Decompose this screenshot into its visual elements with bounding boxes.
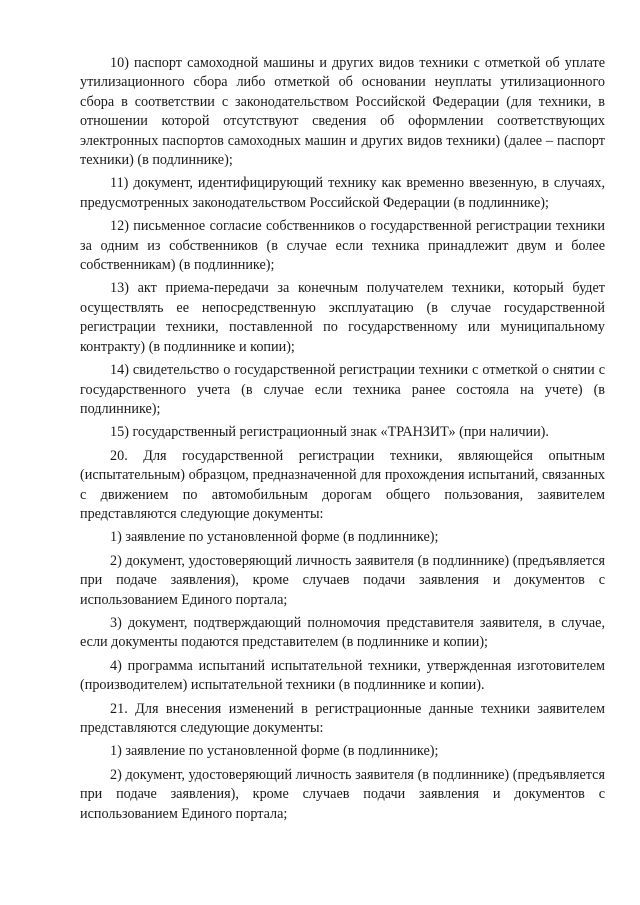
section-20-item-1: 1) заявление по установленной форме (в подлиннике); <box>110 529 439 546</box>
section-20-item-2: 2) документ, удостоверяющий личность заявителя (в подлиннике) (предъявляется при подаче заявления), кроме случаев подачи заявления и документов с использованием Единого портала; <box>80 552 605 608</box>
section-20-heading: 20. Для государственной регистрации техники, являющейся опытным (испытательным) образцом, предназначенной для прохождения испытаний, связанных с движением по автомобильным дорогам общего пользования, заявителем представляются следующие документы: <box>80 447 605 522</box>
section-21-heading: 21. Для внесения изменений в регистрационные данные техники заявителем представляются следующие документы: <box>80 700 605 736</box>
item-15-transit-plate: 15) государственный регистрационный знак «ТРАНЗИТ» (при наличии). <box>110 424 549 441</box>
section-20-item-4: 4) программа испытаний испытательной техники, утвержденная изготовителем (производителем) испытательной техники (в подлиннике и копии). <box>80 657 605 694</box>
section-21-item-1: 1) заявление по установленной форме (в подлиннике); <box>110 743 439 760</box>
item-13-transfer-act: 13) акт приема-передачи за конечным получателем техники, который будет осуществлять ее непосредственную эксплуатацию (в случае государственной регистрации техники, поставленной по государственному или муниципальному контракту) (в подлиннике и копии); <box>80 280 605 355</box>
section-21-item-2: 2) документ, удостоверяющий личность заявителя (в подлиннике) (предъявляется при подаче заявления), кроме случаев подачи заявления и документов с использованием Единого портала; <box>80 766 605 822</box>
item-14-registration-certificate: 14) свидетельство о государственной регистрации техники с отметкой о снятии с государственного учета (в случае если техника ранее состояла на учете) (в подлиннике); <box>80 362 605 417</box>
item-10-passport: 10) паспорт самоходной машины и других видов техники с отметкой об уплате утилизационного сбора либо отметкой об основании неуплаты утилизационного сбора в соответствии с законодательством Российской Федерации (для техники, в отношении которой отсутствуют сведения об оформлении соответствующих электронных паспортов самоходных машин и других видов техники) (далее – паспорт техники) (в подлиннике); <box>80 55 605 169</box>
item-12-owner-consent: 12) письменное согласие собственников о государственной регистрации техники за одним из собственников (в случае если техника принадлежит двум и более собственникам) (в подлиннике); <box>80 218 605 274</box>
section-20-item-3: 3) документ, подтверждающий полномочия представителя заявителя, в случае, если документы подаются представителем (в подлиннике и копии); <box>80 614 605 651</box>
item-11-temporary-import: 11) документ, идентифицирующий технику как временно ввезенную, в случаях, предусмотренных законодательством Российской Федерации (в подлиннике); <box>80 175 605 211</box>
document-page <box>80 54 605 828</box>
